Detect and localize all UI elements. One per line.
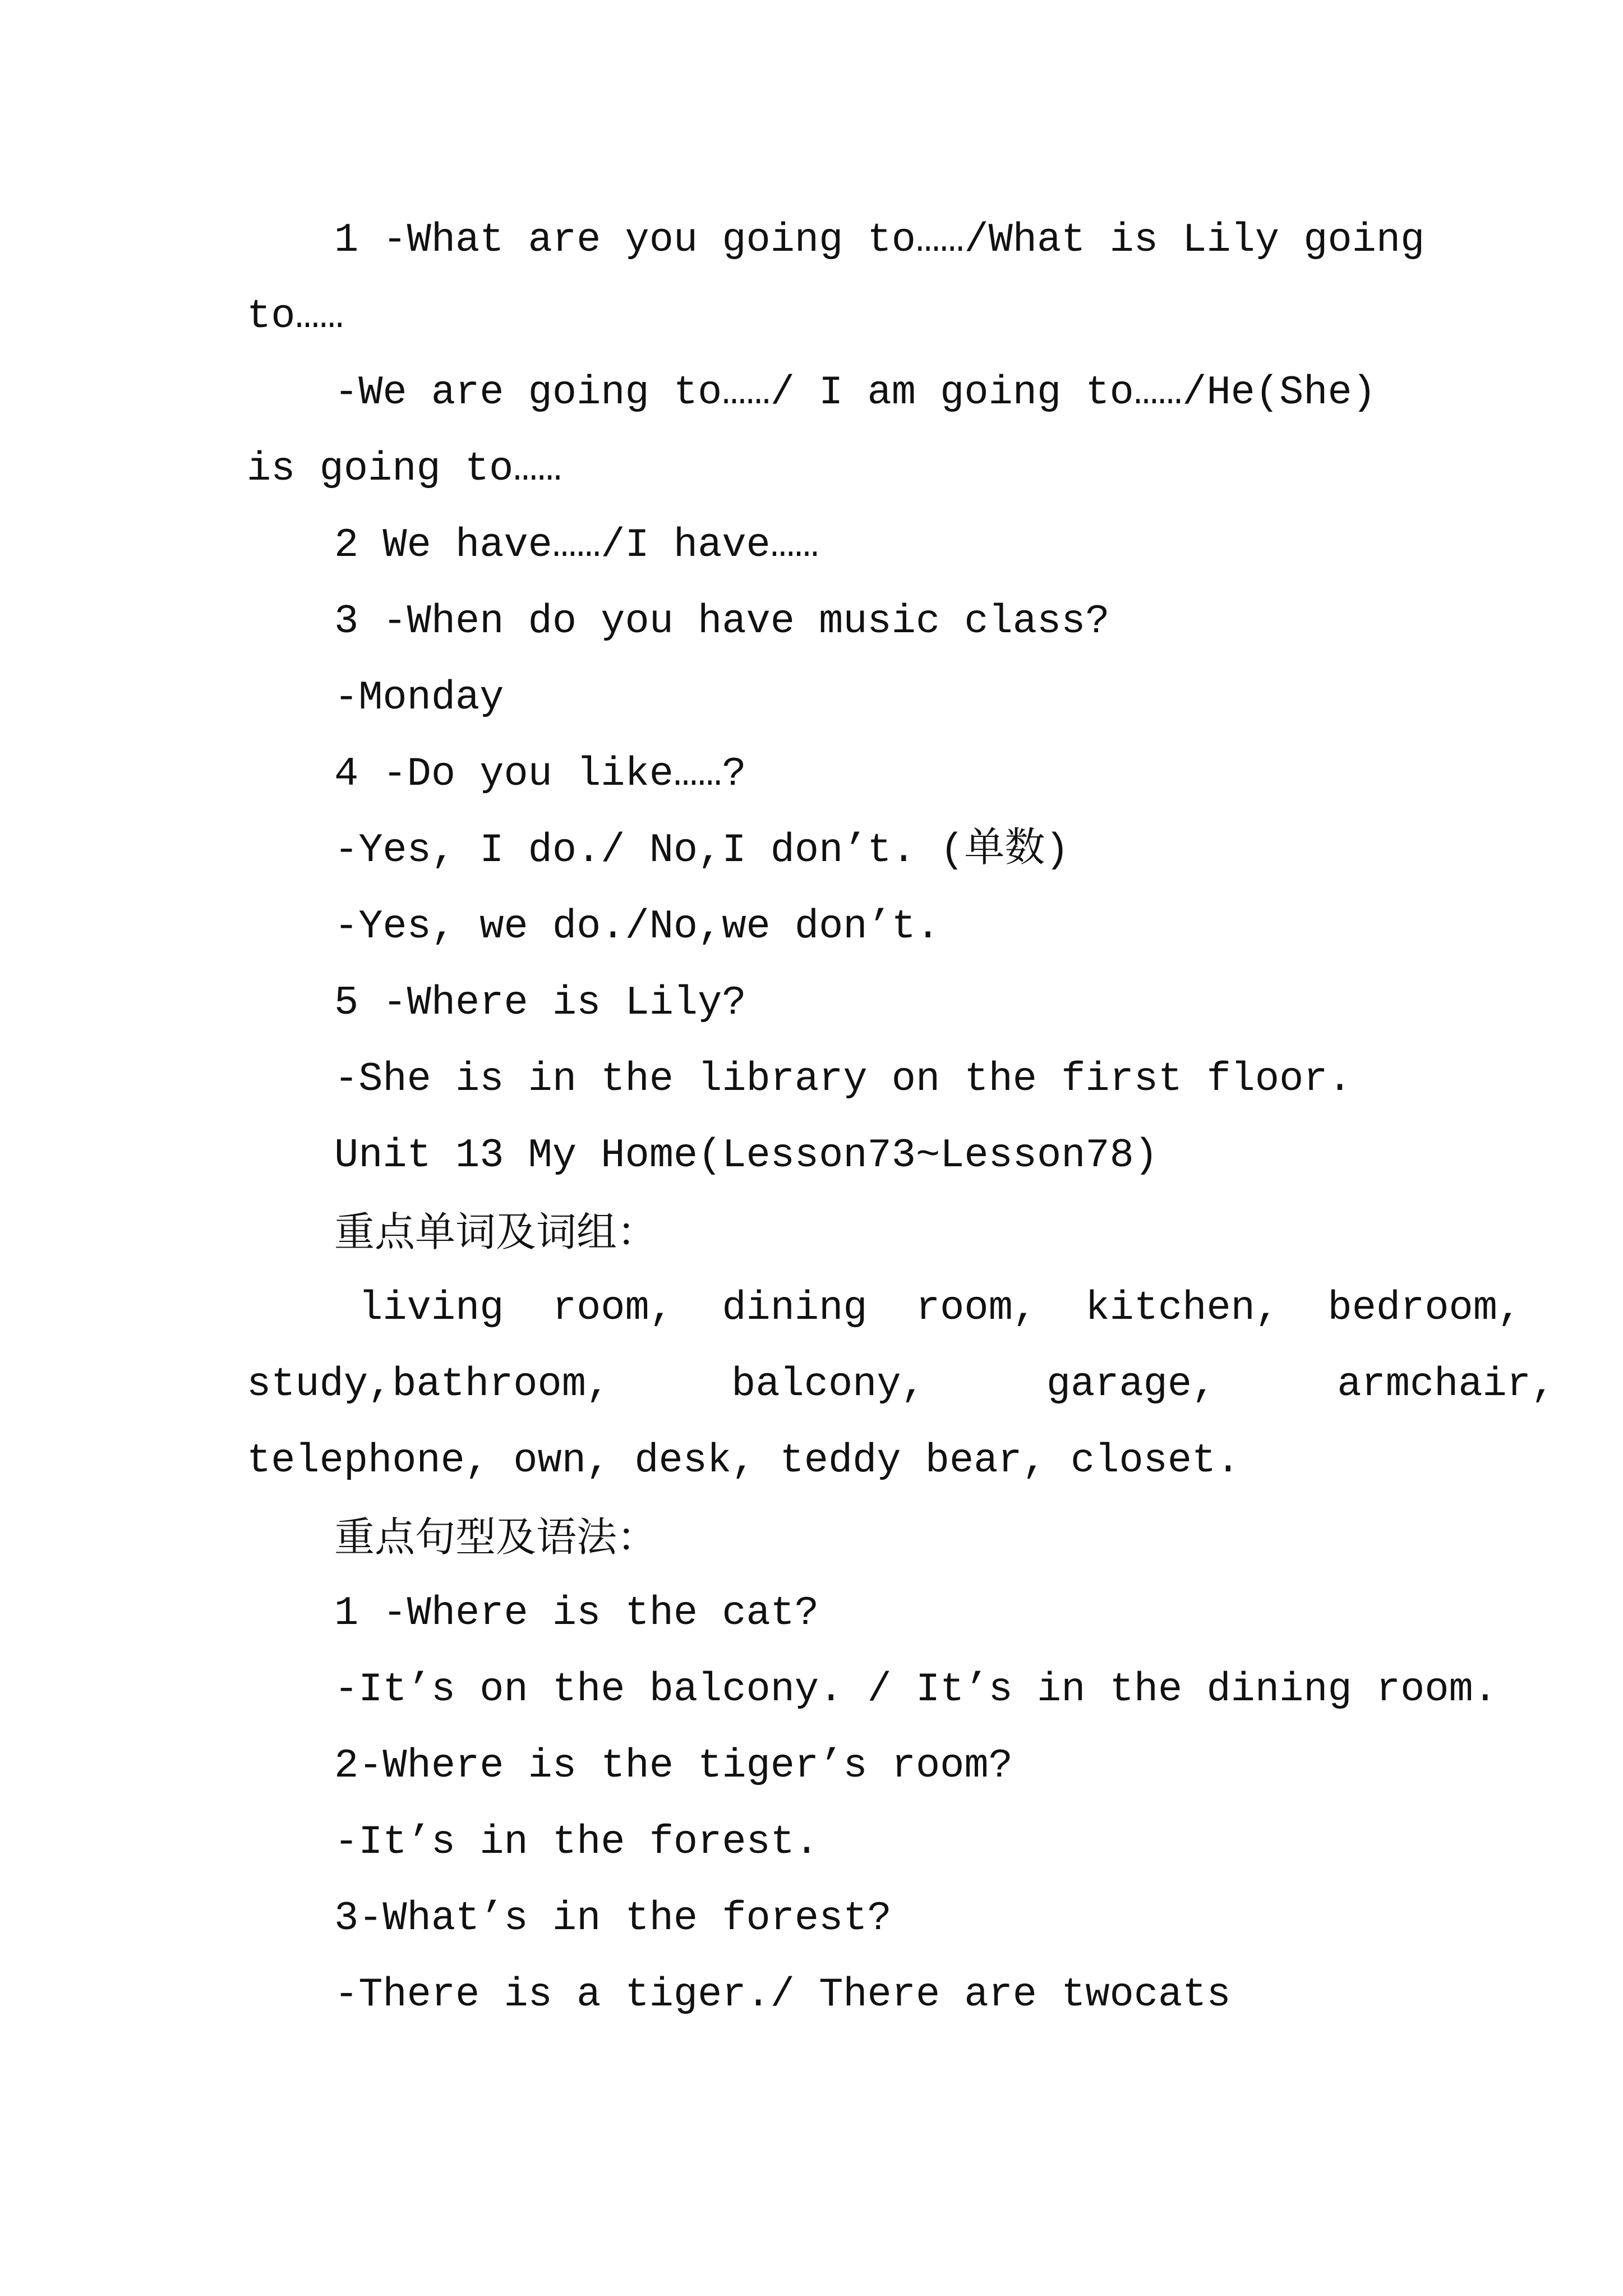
text-line: -We are going to……/ I am going to……/He(She) <box>334 370 1376 416</box>
document-body <box>247 202 1556 2033</box>
text-line: -Yes, we do./No,we don’t. <box>334 904 940 950</box>
text-line: -It’s on the balcony. / It’s in the dining room. <box>334 1667 1497 1713</box>
text-line: to…… <box>247 293 344 339</box>
text-line: 3-What’s in the forest? <box>334 1895 892 1941</box>
text-line: 3 -When do you have music class? <box>334 599 1110 645</box>
text-line: 4 -Do you like……? <box>334 751 746 797</box>
text-line: -Monday <box>334 675 504 721</box>
vocabulary-line: telephone, own, desk, teddy bear, closet. <box>247 1438 1241 1484</box>
text-line: -There is a tiger./ There are twocats <box>334 1972 1231 2018</box>
text-line: 1 -Where is the cat? <box>334 1590 819 1636</box>
unit-heading: Unit 13 My Home(Lesson73~Lesson78) <box>334 1133 1159 1179</box>
section-heading-grammar: 重点句型及语法： <box>334 1513 658 1561</box>
text-line: 5 -Where is Lily? <box>334 980 746 1026</box>
section-heading-vocabulary: 重点单词及词组： <box>334 1208 658 1255</box>
vocabulary-line: study,bathroom, balcony, garage, armchair, <box>247 1361 1556 1407</box>
text-line: -Yes, I do./ No,I don’t. (单数) <box>334 827 1069 873</box>
text-line: -She is in the library on the first floor. <box>334 1056 1352 1102</box>
text-line: 1 -What are you going to……/What is Lily going <box>334 217 1425 263</box>
text-line: 2-Where is the tiger’s room? <box>334 1743 1013 1789</box>
text-line: is going to…… <box>247 446 562 492</box>
text-line: -It’s in the forest. <box>334 1819 819 1865</box>
vocabulary-line: living room, dining room, kitchen, bedroom, <box>334 1285 1522 1331</box>
text-line: 2 We have……/I have…… <box>334 522 819 568</box>
